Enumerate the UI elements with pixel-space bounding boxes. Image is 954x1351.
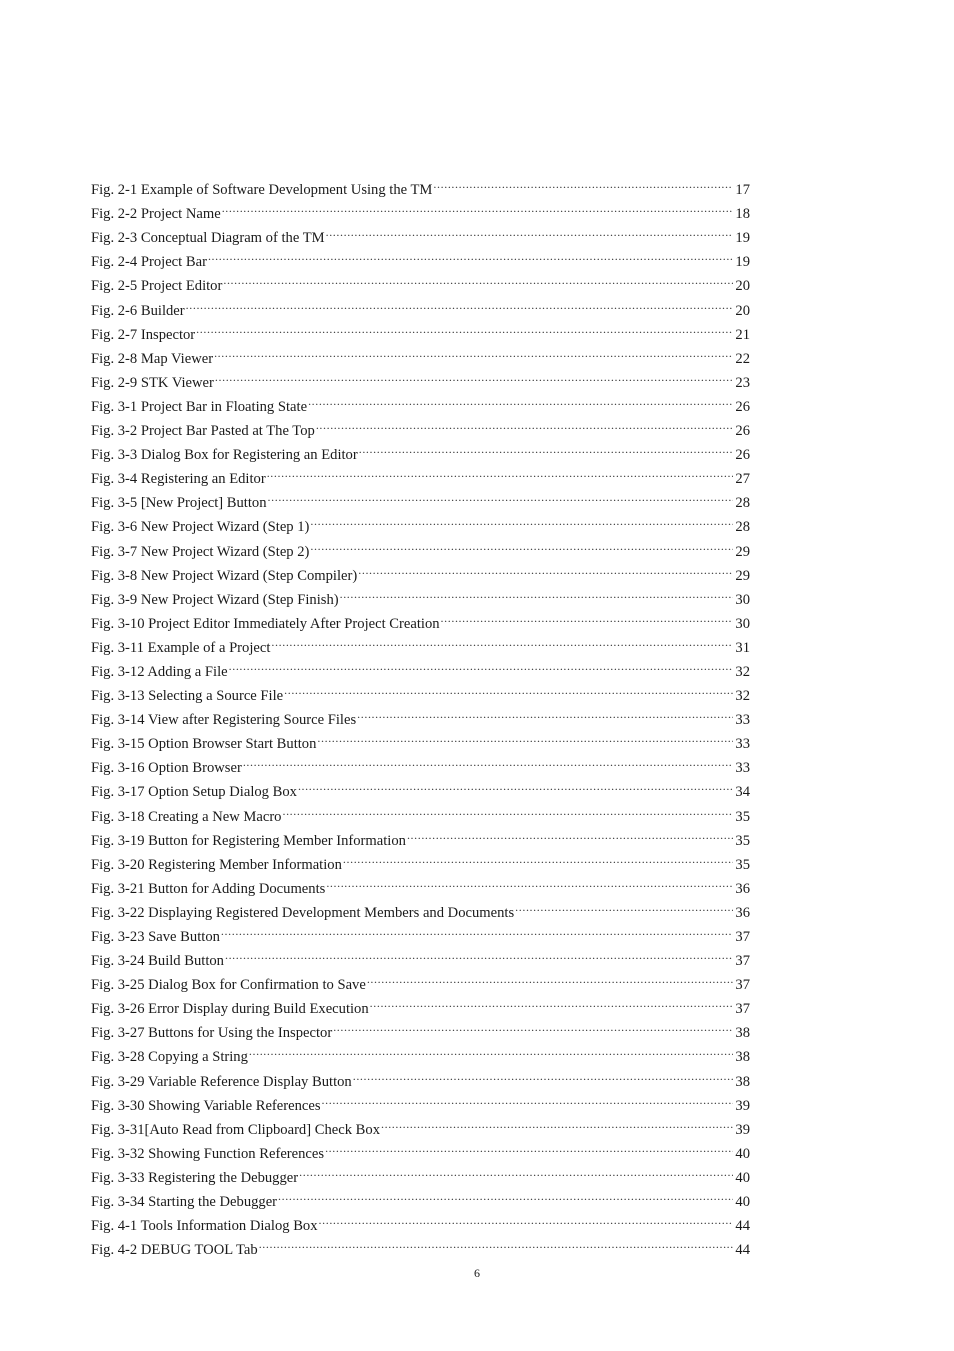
toc-entry-title: Fig. 3-11 Example of a Project (91, 639, 271, 656)
dot-leader (325, 1134, 733, 1158)
dot-leader (433, 170, 733, 194)
toc-entry-page: 30 (735, 591, 750, 608)
toc-entry-page: 33 (735, 712, 750, 729)
toc-entry-title: Fig. 3-28 Copying a String (91, 1049, 248, 1066)
toc-entry-title: Fig. 3-25 Dialog Box for Confirmation to Save (91, 977, 366, 994)
toc-entry-title: Fig. 2-8 Map Viewer (91, 350, 214, 367)
toc-entry-page: 20 (735, 278, 750, 295)
dot-leader (284, 676, 733, 700)
dot-leader (407, 821, 733, 845)
toc-entry-title: Fig. 3-18 Creating a New Macro (91, 808, 282, 825)
dot-leader (326, 218, 734, 242)
toc-entry-title: Fig. 4-1 Tools Information Dialog Box (91, 1218, 318, 1235)
toc-entry-title: Fig. 3-3 Dialog Box for Registering an Editor (91, 447, 358, 464)
dot-leader (196, 315, 733, 339)
dot-leader (370, 989, 734, 1013)
toc-entry-page: 36 (735, 904, 750, 921)
toc-entry-page: 17 (735, 182, 750, 199)
dot-leader (310, 531, 733, 555)
toc-entry-page: 20 (735, 302, 750, 319)
dot-leader (186, 290, 734, 314)
toc-entry-page: 36 (735, 880, 750, 897)
toc-entry-page: 44 (735, 1242, 750, 1259)
toc-entry-page: 35 (735, 808, 750, 825)
toc-entry-page: 34 (735, 784, 750, 801)
toc-entry-page: 40 (735, 1169, 750, 1186)
dot-leader (268, 483, 734, 507)
dot-leader (359, 435, 734, 459)
dot-leader (326, 869, 733, 893)
dot-leader (267, 459, 734, 483)
toc-entry-page: 32 (735, 663, 750, 680)
toc-entry[interactable] (91, 170, 750, 199)
toc-entry-page: 40 (735, 1145, 750, 1162)
toc-entry-page: 22 (735, 350, 750, 367)
toc-entry-page: 23 (735, 374, 750, 391)
dot-leader (381, 1110, 733, 1134)
toc-entry-page: 38 (735, 1073, 750, 1090)
dot-leader (340, 580, 734, 604)
dot-leader (441, 604, 734, 628)
toc-entry-title: Fig. 3-4 Registering an Editor (91, 471, 266, 488)
dot-leader (316, 411, 734, 435)
toc-entry-title: Fig. 3-6 New Project Wizard (Step 1) (91, 519, 310, 536)
toc-entry-page: 19 (735, 254, 750, 271)
toc-entry-page: 37 (735, 929, 750, 945)
toc-entry-title: Fig. 3-7 New Project Wizard (Step 2) (91, 543, 310, 560)
dot-leader (358, 556, 733, 580)
dot-leader (310, 507, 733, 531)
toc-entry-title: Fig. 3-17 Option Setup Dialog Box (91, 784, 297, 801)
dot-leader (298, 772, 733, 796)
toc-entry-page: 33 (735, 736, 750, 753)
toc-entry-title: Fig. 3-13 Selecting a Source File (91, 688, 284, 705)
toc-entry-title: Fig. 3-30 Showing Variable References (91, 1097, 321, 1114)
toc-entry-title: Fig. 3-32 Showing Function References (91, 1145, 325, 1162)
dot-leader (259, 1230, 734, 1254)
dot-leader (367, 965, 734, 989)
toc-entry-page: 26 (735, 398, 750, 415)
toc-entry-page: 29 (735, 567, 750, 584)
toc-entry-title: Fig. 3-27 Buttons for Using the Inspector (91, 1025, 333, 1042)
toc-entry-page: 39 (735, 1097, 750, 1114)
toc-entry-page: 40 (735, 1194, 750, 1211)
dot-leader (319, 1206, 734, 1230)
toc-entry-title: Fig. 3-12 Adding a File (91, 663, 228, 680)
toc-entry-page: 38 (735, 1049, 750, 1066)
dot-leader (222, 194, 734, 218)
toc-entry-page: 19 (735, 230, 750, 247)
page-number: 6 (474, 1266, 480, 1280)
dot-leader (278, 1182, 733, 1206)
dot-leader (223, 266, 733, 290)
toc-entry-page: 35 (735, 832, 750, 849)
dot-leader (282, 796, 733, 820)
toc-entry-page: 21 (735, 326, 750, 343)
toc-entry-title: Fig. 3-33 Registering the Debugger (91, 1169, 299, 1186)
toc-entry-title: Fig. 3-1 Project Bar in Floating State (91, 398, 308, 415)
dot-leader (333, 1013, 733, 1037)
toc-entry-page: 28 (735, 495, 750, 512)
toc-entry-title: Fig. 3-21 Button for Adding Documents (91, 880, 326, 897)
toc-entry-title: Fig. 3-19 Button for Registering Member Information (91, 832, 406, 849)
toc-entry[interactable] (91, 315, 750, 343)
dot-leader (215, 363, 734, 387)
dot-leader (249, 1037, 734, 1061)
toc-entry-page: 38 (735, 1025, 750, 1042)
toc-entry-page: 27 (735, 471, 750, 488)
toc-entry-title: Fig. 3-5 [New Project] Button (91, 495, 267, 512)
toc-entry-page: 18 (735, 206, 750, 223)
dot-leader (343, 845, 734, 869)
toc-entry-page: 29 (735, 543, 750, 560)
toc-entry-title: Fig. 2-9 STK Viewer (91, 374, 214, 391)
dot-leader (515, 893, 733, 917)
dot-leader (357, 700, 733, 724)
toc-entry-title: Fig. 2-4 Project Bar (91, 254, 207, 271)
dot-leader (225, 941, 733, 965)
toc-entry-page: 31 (735, 639, 750, 656)
toc-entry-page: 28 (735, 519, 750, 536)
toc-entry-title: Fig. 3-8 New Project Wizard (Step Compiler) (91, 567, 358, 584)
toc-entry-title: Fig. 3-9 New Project Wizard (Step Finish) (91, 591, 339, 608)
toc-entry-page: 30 (735, 615, 750, 632)
dot-leader (243, 748, 734, 772)
toc-entry-title: Fig. 2-2 Project Name (91, 206, 221, 223)
dot-leader (322, 1086, 734, 1110)
toc-entry-title: Fig. 3-22 Displaying Registered Development Members and Documents (91, 904, 515, 921)
toc-entry-title: Fig. 2-1 Example of Software Development Using the TM (91, 182, 433, 199)
toc-entry-title: Fig. 3-34 Starting the Debugger (91, 1194, 278, 1211)
toc-entry-title: Fig. 3-26 Error Display during Build Execution (91, 1001, 369, 1018)
toc-entry-page: 33 (735, 760, 750, 777)
toc-entry-title: Fig. 3-15 Option Browser Start Button (91, 736, 317, 753)
toc-entry-title: Fig. 4-2 DEBUG TOOL Tab (91, 1242, 258, 1259)
toc-entry-title: Fig. 2-3 Conceptual Diagram of the TM (91, 230, 325, 247)
toc-entry-title: Fig. 3-29 Variable Reference Display Button (91, 1073, 352, 1090)
dot-leader (221, 917, 733, 941)
toc-entry-page: 32 (735, 688, 750, 705)
toc-entry-page: 26 (735, 447, 750, 464)
dot-leader (214, 339, 733, 363)
toc-entry-title: Fig. 3-10 Project Editor Immediately After Project Creation (91, 615, 440, 632)
toc-entry-title: Fig. 3-23 Save Button (91, 929, 220, 945)
list-of-figures (91, 170, 750, 1259)
toc-entry-title: Fig. 2-6 Builder (91, 302, 185, 319)
toc-entry-title: Fig. 3-16 Option Browser (91, 760, 242, 777)
toc-entry-title: Fig. 3-14 View after Registering Source Files (91, 712, 357, 729)
toc-entry-title: Fig. 3-31[Auto Read from Clipboard] Check Box (91, 1121, 380, 1138)
toc-entry-page: 37 (735, 1001, 750, 1018)
toc-entry-page: 26 (735, 423, 750, 440)
dot-leader (208, 242, 733, 266)
toc-entry-title: Fig. 3-20 Registering Member Information (91, 856, 342, 873)
toc-entry-title: Fig. 3-2 Project Bar Pasted at The Top (91, 423, 315, 440)
toc-entry-page: 44 (735, 1218, 750, 1235)
toc-entry-page: 39 (735, 1121, 750, 1138)
dot-leader (353, 1061, 734, 1085)
toc-entry-page: 37 (735, 977, 750, 994)
dot-leader (317, 724, 733, 748)
toc-entry-title: Fig. 3-24 Build Button (91, 953, 224, 970)
dot-leader (271, 628, 733, 652)
dot-leader (299, 1158, 733, 1182)
dot-leader (308, 387, 733, 411)
toc-entry[interactable] (91, 290, 750, 319)
toc-entry-title: Fig. 2-5 Project Editor (91, 278, 223, 295)
toc-entry-page: 35 (735, 856, 750, 873)
toc-entry-title: Fig. 2-7 Inspector (91, 326, 196, 343)
dot-leader (229, 652, 734, 676)
toc-entry-page: 37 (735, 953, 750, 970)
